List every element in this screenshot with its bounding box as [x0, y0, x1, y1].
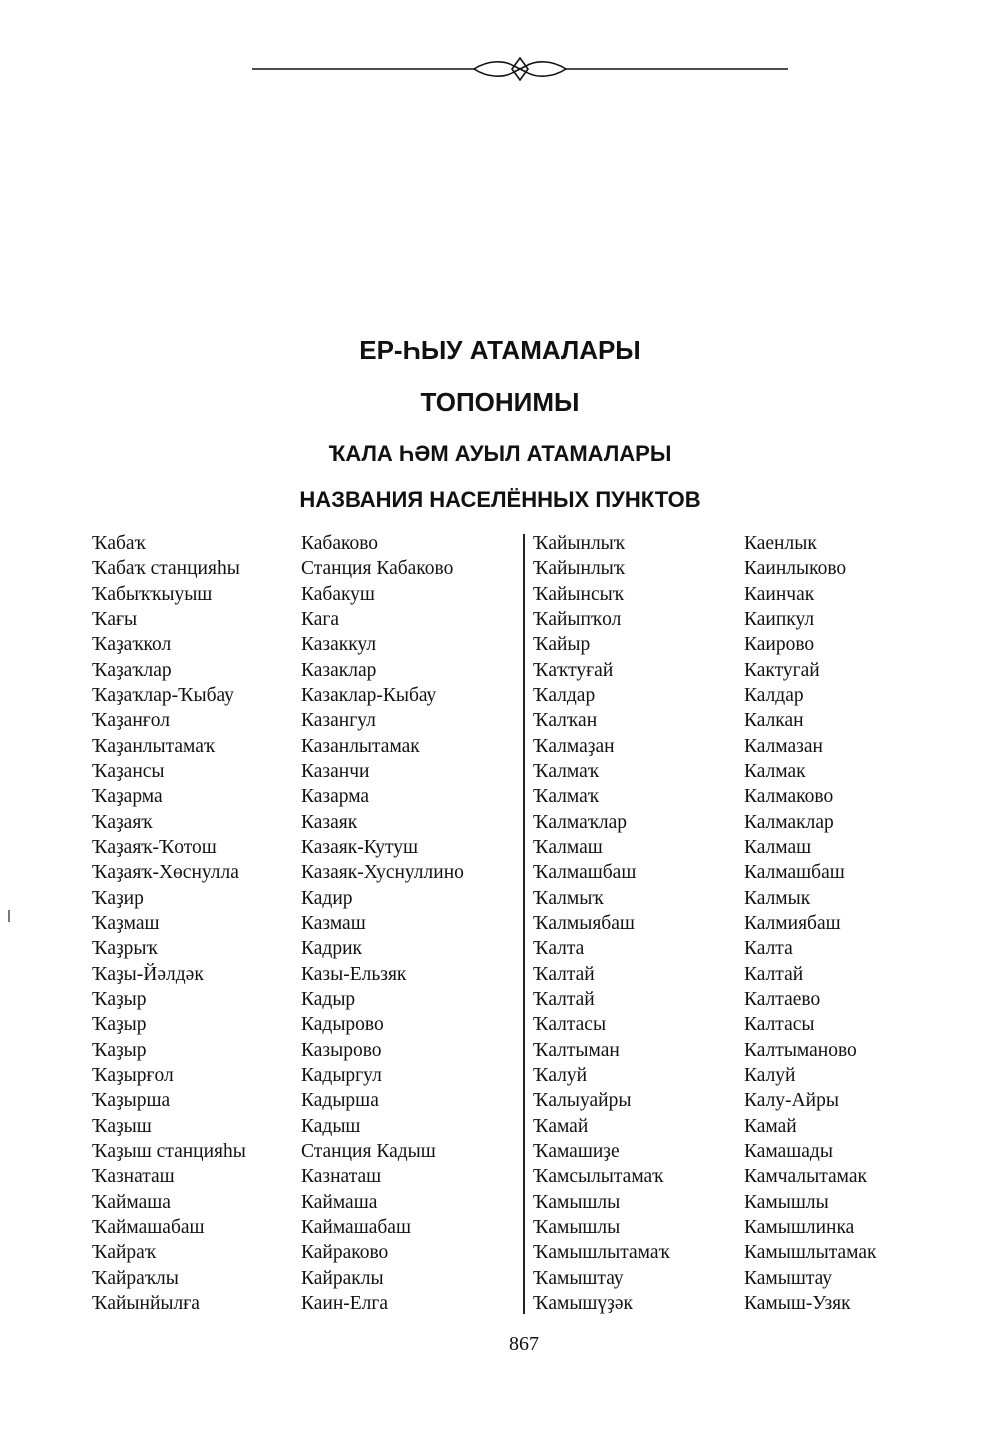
list-item: Ҡалҡан [533, 710, 598, 732]
list-item: Ҡамышлы [533, 1216, 621, 1238]
list-item: Кабакуш [301, 583, 375, 605]
list-item: Ҡалмаш [533, 836, 603, 858]
list-item: Казарма [301, 786, 370, 808]
list-item: Камыш-Узяк [744, 1292, 851, 1314]
list-item: Кайраково [301, 1242, 389, 1264]
list-item: Кабаково [301, 533, 379, 554]
list-item: Камышлытамак [744, 1242, 877, 1264]
list-item: Калта [744, 938, 793, 960]
list-item: Ҡаҙыр [92, 988, 147, 1010]
list-item: Ҡабаҡ станцияһы [92, 558, 240, 580]
list-item: Казаклар [301, 659, 377, 681]
subtitle-russian: НАЗВАНИЯ НАСЕЛЁННЫХ ПУНКТОВ [299, 487, 701, 512]
title-bashkir: ЕР-ҺЫУ АТАМАЛАРЫ [359, 335, 641, 365]
list-item: Ҡаҙыр [92, 1039, 147, 1061]
list-item: Ҡалтай [533, 963, 595, 985]
list-item: Ҡалмыҡ [533, 887, 604, 909]
list-item: Кадрик [301, 938, 362, 960]
list-item: Ҡайыр [533, 634, 591, 656]
list-item: Калтасы [744, 1014, 815, 1036]
list-item: Ҡазнаташ [92, 1166, 175, 1188]
russian-names-column-right [744, 531, 876, 1316]
list-item: Каймаша [301, 1191, 378, 1213]
list-item: Камчалытамак [744, 1166, 867, 1188]
list-item: Ҡаҙаҡлар-Ҡыбау [92, 684, 234, 706]
list-item: Калмык [744, 887, 811, 909]
list-item: Казаклар-Кыбау [301, 684, 437, 706]
list-item: Ҡаҙаяҡ-Ҡотош [92, 836, 217, 858]
list-item: Каинлыково [744, 558, 847, 580]
list-item: Камышлинка [744, 1216, 855, 1238]
list-item: Ҡайынйылға [92, 1292, 200, 1314]
list-item: Каенлык [744, 533, 817, 554]
list-item: Ҡаҙрыҡ [92, 938, 158, 960]
list-item: Ҡамсылытамаҡ [533, 1166, 664, 1188]
list-item: Ҡаймаша [92, 1191, 171, 1213]
list-item: Камышлы [744, 1191, 829, 1213]
list-item: Каирово [744, 634, 815, 656]
list-item: Кадир [301, 887, 353, 909]
list-item: Ҡаҙырша [92, 1090, 171, 1112]
list-item: Ҡалмашбаш [533, 862, 637, 884]
list-item: Ҡаҙмаш [92, 912, 160, 934]
list-item: Ҡалтасы [533, 1014, 607, 1036]
header-ornament [252, 54, 788, 84]
list-item: Ҡаҡтуғай [533, 659, 614, 681]
list-item: Калмиябаш [744, 912, 841, 934]
list-item: Камыштау [744, 1267, 833, 1289]
list-item: Ҡамышлы [533, 1191, 621, 1213]
list-item: Станция Кадыш [301, 1140, 436, 1162]
list-item: Ҡайынлыҡ [533, 558, 625, 580]
list-item: Ҡамыштау [533, 1267, 624, 1289]
list-item: Кадыр [301, 988, 356, 1010]
list-item: Казаяк-Хуснуллино [301, 862, 464, 884]
list-item: Казаяк [301, 811, 358, 833]
list-item: Калмазан [744, 735, 823, 757]
list-item: Ҡайраҡлы [92, 1267, 179, 1289]
column-divider [523, 534, 525, 1314]
list-item: Станция Кабаково [301, 558, 454, 580]
list-item: Ҡалмаҡ [533, 760, 599, 782]
list-item: Ҡабыҡҡыуыш [92, 583, 213, 605]
list-item: Каин-Елга [301, 1292, 389, 1314]
list-item: Кадырово [301, 1014, 384, 1036]
list-item: Камашады [744, 1140, 833, 1162]
margin-mark [8, 910, 10, 922]
list-item: Калмаково [744, 786, 834, 808]
list-item: Ҡамышүҙәк [533, 1292, 634, 1314]
subtitle-bashkir: ҠАЛА ҺӘМ АУЫЛ АТАМАЛАРЫ [328, 441, 672, 466]
list-item: Ҡаймашабаш [92, 1216, 205, 1238]
list-item: Калу-Айры [744, 1090, 839, 1112]
list-item: Ҡаҙыр [92, 1014, 147, 1036]
page-number: 867 [509, 1333, 539, 1355]
title-russian: ТОПОНИМЫ [420, 387, 580, 417]
list-item: Калмаш [744, 836, 812, 858]
list-item: Калуй [744, 1064, 796, 1086]
list-item: Калтаево [744, 988, 821, 1010]
list-item: Ҡаҙыш станцияһы [92, 1140, 246, 1162]
list-item: Каймашабаш [301, 1216, 411, 1238]
list-item: Камай [744, 1115, 797, 1137]
list-item: Ҡайраҡ [92, 1242, 156, 1264]
list-item: Ҡабаҡ [92, 533, 146, 554]
list-item: Калкан [744, 710, 804, 732]
list-item: Калдар [744, 684, 804, 706]
list-item: Ҡалмаҙан [533, 735, 615, 757]
list-item: Ҡаҙанлытамаҡ [92, 735, 216, 757]
list-item: Ҡалдар [533, 684, 596, 706]
list-item: Ҡаҙансы [92, 760, 165, 782]
list-item: Казанчи [301, 760, 370, 782]
list-item: Кайраклы [301, 1267, 384, 1289]
list-item: Ҡалыуайры [533, 1090, 632, 1112]
list-item: Казмаш [301, 912, 366, 934]
list-item: Казы-Ельзяк [301, 963, 407, 985]
list-item: Ҡаҙарма [92, 786, 163, 808]
list-item: Ҡаҙаяҡ-Хөснулла [92, 862, 239, 884]
list-item: Каинчак [744, 583, 815, 605]
list-item: Калтай [744, 963, 804, 985]
list-item: Казангул [301, 710, 376, 732]
scroll-flourish-ornament-icon [252, 54, 788, 84]
list-item: Калмаклар [744, 811, 834, 833]
list-item: Ҡаҙаяҡ [92, 811, 153, 833]
list-item: Казнаташ [301, 1166, 382, 1188]
list-item: Казаяк-Кутуш [301, 836, 419, 858]
list-item: Ҡағы [92, 608, 138, 630]
list-item: Ҡайынсыҡ [533, 583, 624, 605]
bashkir-names-column-right [533, 531, 670, 1316]
list-item: Казаккул [301, 634, 377, 656]
list-item: Кактугай [744, 659, 820, 681]
list-item: Ҡамышлытамаҡ [533, 1242, 670, 1264]
list-item: Ҡамашиҙе [533, 1140, 620, 1162]
list-item: Ҡалмыябаш [533, 912, 635, 934]
list-item: Ҡамай [533, 1115, 589, 1137]
list-item: Ҡайыпҡол [533, 608, 622, 630]
list-item: Ҡайынлыҡ [533, 533, 625, 554]
list-item: Ҡалмаҡ [533, 786, 599, 808]
list-item: Ҡаҙаҡкол [92, 634, 172, 656]
list-item: Ҡалтай [533, 988, 595, 1010]
russian-names-column-left [301, 531, 464, 1316]
list-item: Казырово [301, 1039, 382, 1061]
list-item: Ҡаҙы-Йәлдәк [92, 963, 204, 985]
list-item: Ҡаҙыш [92, 1115, 152, 1137]
list-item: Ҡаҙаҡлар [92, 659, 172, 681]
list-item: Калмак [744, 760, 806, 782]
bashkir-names-column-left [92, 531, 246, 1316]
list-item: Кага [301, 608, 340, 630]
list-item: Ҡаҙанғол [92, 710, 170, 732]
list-item: Казанлытамак [301, 735, 420, 757]
list-item: Калтыманово [744, 1039, 857, 1061]
list-item: Кадыргул [301, 1064, 382, 1086]
list-item: Калмашбаш [744, 862, 845, 884]
list-item: Ҡаҙир [92, 887, 144, 909]
list-item: Ҡаҙырғол [92, 1064, 174, 1086]
list-item: Кадыш [301, 1115, 361, 1137]
list-item: Кадырша [301, 1090, 379, 1112]
list-item: Ҡалуй [533, 1064, 588, 1086]
list-item: Каипкул [744, 608, 815, 630]
list-item: Ҡалтыман [533, 1039, 620, 1061]
list-item: Ҡалмаҡлар [533, 811, 628, 833]
list-item: Ҡалта [533, 938, 585, 960]
